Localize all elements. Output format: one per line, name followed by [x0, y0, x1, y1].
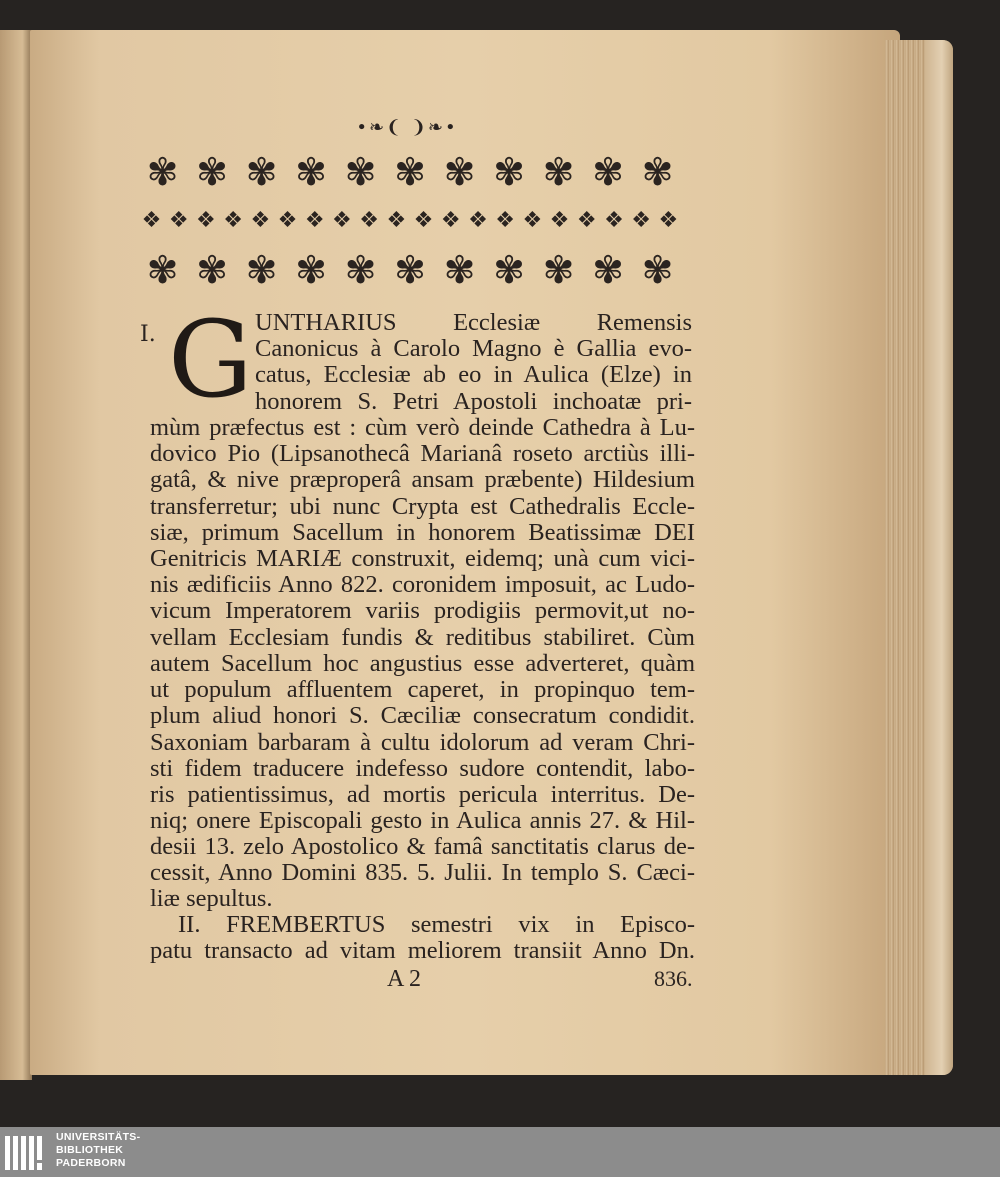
knot-icon: ❖	[277, 208, 298, 233]
text-line: vicum Imperatorem variis prodigiis permovit,ut no-	[150, 597, 695, 624]
text-line: cessit, Anno Domini 835. 5. Julii. In templo S. Cæci-	[150, 859, 695, 886]
knot-icon: ❖	[658, 208, 679, 233]
knot-icon: ❖	[141, 208, 162, 233]
flower-icon: ✾	[394, 248, 426, 292]
text-line: plum aliud honori S. Cæciliæ consecratum condidit.	[150, 702, 695, 729]
flower-icon: ✾	[592, 150, 624, 194]
text-line: desii 13. zelo Apostolico & famâ sanctitatis clarus de-	[150, 833, 695, 860]
text-line: dovico Pio (Lipsanothecâ Marianâ roseto arctiùs illi-	[150, 440, 695, 467]
flower-icon: ✾	[443, 248, 476, 292]
flower-icon: ✾	[196, 150, 228, 194]
flower-icon: ✾	[196, 248, 228, 292]
ornament-row-bottom	[138, 246, 682, 294]
catchword: 836.	[654, 966, 693, 991]
knot-icon: ❖	[522, 208, 543, 233]
flower-icon: ✾	[344, 248, 377, 292]
flower-icon: ✾	[592, 248, 624, 292]
knot-icon: ❖	[359, 208, 379, 233]
text-line: nis ædificiis Anno 822. coronidem imposuit, ac Ludo-	[150, 571, 695, 598]
text-line: catus, Ecclesiæ ab eo in Aulica (Elze) in	[255, 361, 692, 388]
knot-icon: ❖	[250, 208, 271, 233]
flower-icon: ✾	[493, 248, 525, 292]
item-number: I.	[140, 322, 156, 347]
knot-icon: ❖	[332, 208, 352, 233]
knot-icon: ❖	[304, 208, 325, 233]
signature-mark: A 2	[387, 966, 422, 992]
knot-icon: ❖	[576, 208, 597, 233]
flower-icon: ✾	[641, 150, 674, 194]
flower-icon: ✾	[542, 150, 575, 194]
flower-icon: ✾	[542, 248, 575, 292]
page-fore-edge	[885, 40, 953, 1075]
flower-icon: ✾	[295, 248, 327, 292]
flower-icon: ✾	[641, 248, 674, 292]
text-line: patu transacto ad vitam meliorem transiit Anno Dn.	[150, 937, 695, 964]
knot-icon: ❖	[386, 208, 407, 233]
knot-icon: ❖	[604, 208, 624, 233]
library-footer-bar	[0, 1127, 1000, 1177]
text-line: II. FREMBERTUS semestri vix in Episco-	[178, 911, 695, 938]
text-line: Genitricis MARIÆ construxit, eidemq; unà cum vici-	[150, 545, 695, 572]
library-name-line: UNIVERSITÄTS-	[56, 1131, 141, 1143]
flower-icon: ✾	[493, 150, 525, 194]
knot-icon: ❖	[440, 208, 461, 233]
text-line: Saxoniam barbaram à cultu idolorum ad veram Chri-	[150, 729, 695, 756]
flower-icon: ✾	[394, 150, 426, 194]
knot-icon: ❖	[223, 208, 243, 233]
decorative-ornament-band	[138, 148, 682, 294]
library-logo-icon	[4, 1130, 48, 1174]
text-line: vellam Ecclesiam fundis & reditibus stabiliret. Cùm	[150, 624, 695, 651]
text-line: UNTHARIUS Ecclesiæ Remensis	[255, 309, 692, 336]
dropcap-initial: G	[168, 298, 253, 421]
text-line: autem Sacellum hoc angustius esse adverteret, quàm	[150, 650, 695, 677]
flower-icon: ✾	[245, 248, 278, 292]
text-line: liæ sepultus.	[150, 885, 273, 912]
text-line: sti fidem traducere indefesso sudore contendit, labo-	[150, 755, 695, 782]
ornament-row-middle	[138, 196, 682, 246]
knot-icon: ❖	[549, 208, 570, 233]
text-line: mùm præfectus est : cùm verò deinde Cathedra à Lu-	[150, 414, 695, 441]
text-line: ris patientissimus, ad mortis pericula interritus. De-	[150, 781, 695, 808]
left-page-edge	[0, 30, 32, 1080]
text-line: siæ, primum Sacellum in honorem Beatissimæ DEI	[150, 519, 695, 546]
flower-icon: ✾	[146, 150, 179, 194]
text-line: honorem S. Petri Apostoli inchoatæ pri-	[255, 388, 692, 415]
library-name-line: PADERBORN	[56, 1157, 126, 1169]
flower-icon: ✾	[344, 150, 377, 194]
knot-icon: ❖	[196, 208, 216, 233]
text-line: gatâ, & nive præproperâ ansam præbente) Hildesium	[150, 466, 695, 493]
ornament-row-top	[138, 148, 682, 196]
flower-icon: ✾	[245, 150, 278, 194]
flower-icon: ✾	[443, 150, 476, 194]
knot-icon: ❖	[495, 208, 515, 233]
knot-icon: ❖	[168, 208, 189, 233]
flower-icon: ✾	[146, 248, 179, 292]
text-line: Canonicus à Carolo Magno è Gallia evo-	[255, 335, 692, 362]
library-name	[56, 1131, 140, 1170]
text-line: ut populum affluentem caperet, in propinquo tem-	[150, 676, 695, 703]
library-name-line: BIBLIOTHEK	[56, 1144, 124, 1156]
text-line: transferretur; ubi nunc Crypta est Cathedralis Eccle-	[150, 493, 695, 520]
knot-icon: ❖	[631, 208, 652, 233]
knot-icon: ❖	[468, 208, 488, 233]
header-fleuron: •❧❨ ❩❧•	[356, 117, 458, 138]
text-line: niq; onere Episcopali gesto in Aulica annis 27. & Hil-	[150, 807, 695, 834]
flower-icon: ✾	[295, 150, 327, 194]
knot-icon: ❖	[413, 208, 434, 233]
